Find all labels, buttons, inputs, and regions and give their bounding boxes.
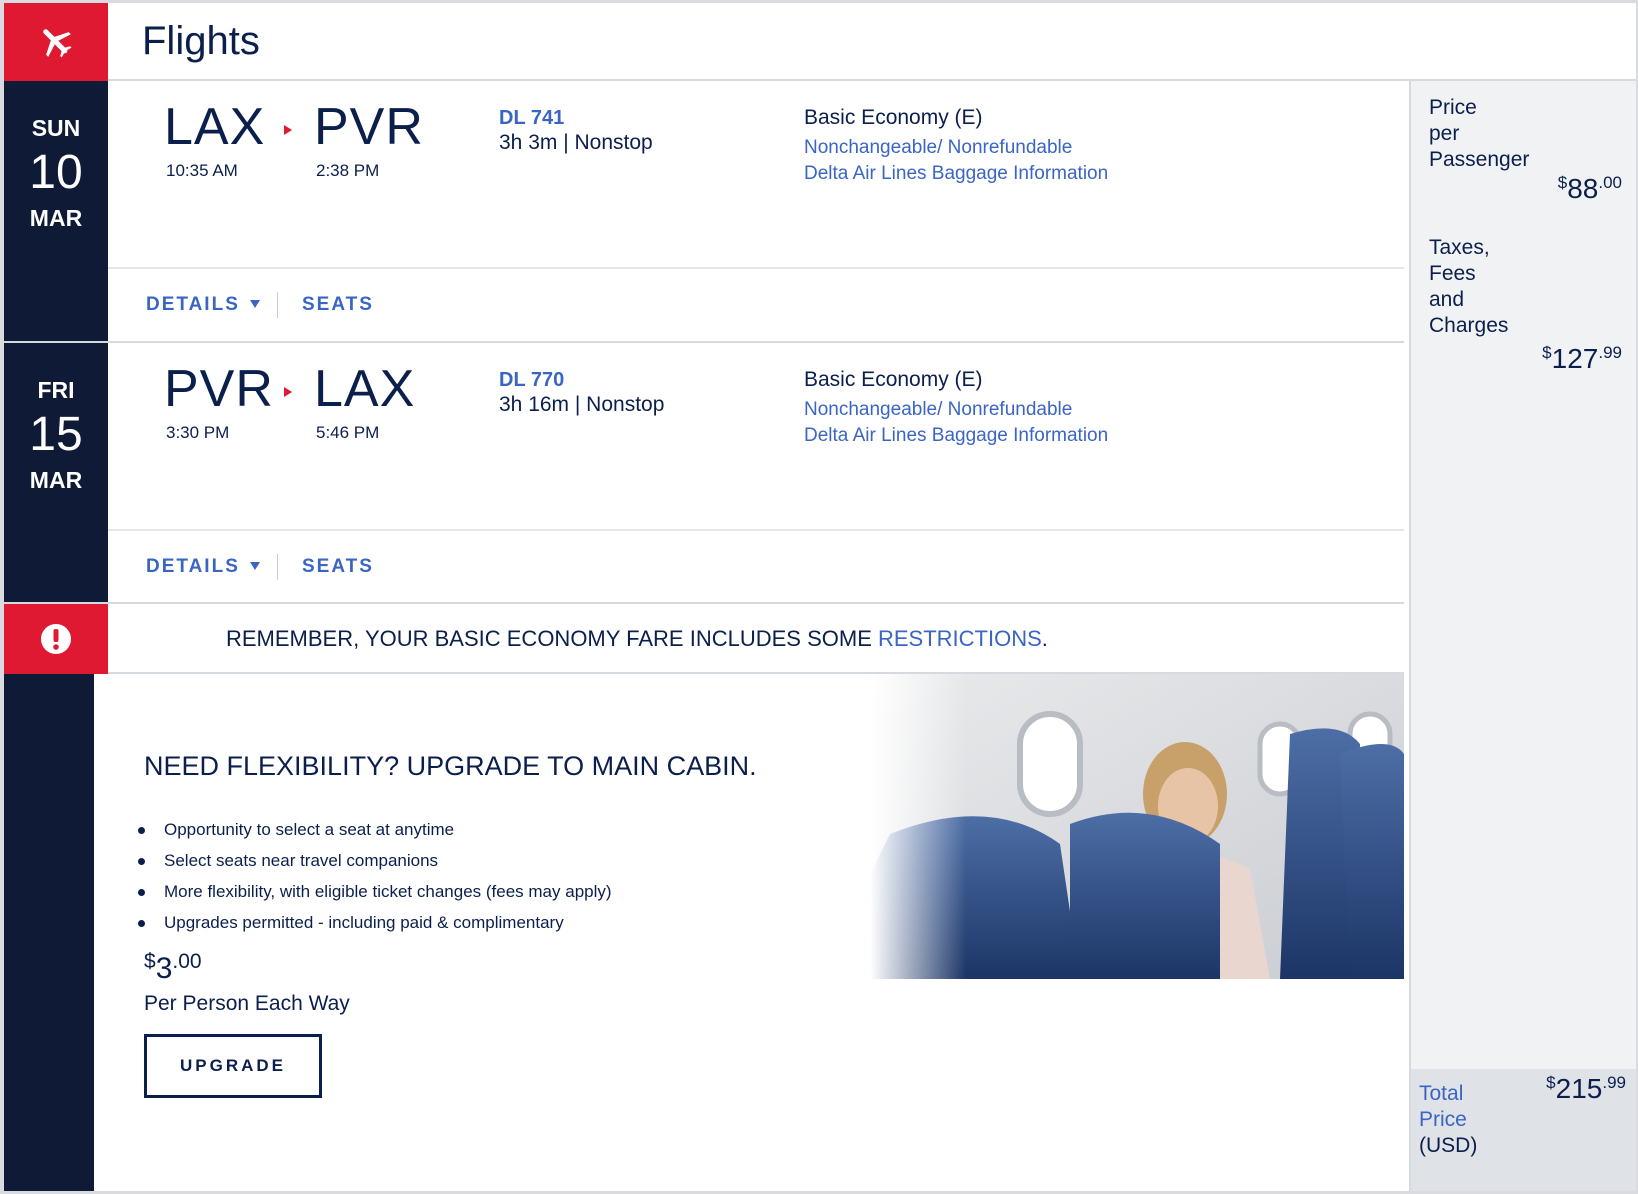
departure-time: 3:30 PM [166, 423, 230, 442]
restrictions-notice [4, 602, 1404, 674]
upgrade-button[interactable]: UPGRADE [144, 1034, 322, 1098]
flight-number-link[interactable]: DL 741 [499, 107, 565, 129]
airplane-icon [4, 3, 108, 81]
list-item: Select seats near travel companions [138, 845, 612, 876]
currency-symbol: $ [1557, 173, 1568, 192]
taxes-fees-label [1429, 235, 1559, 339]
currency-symbol: $ [1546, 1073, 1556, 1092]
label-line: Charges [1429, 314, 1509, 337]
flight-summary-card [4, 3, 1636, 1191]
tab-divider [277, 292, 278, 318]
total-price-amount: $^{\$}215^{.99}$ [1546, 1073, 1626, 1104]
tab-divider [277, 554, 278, 580]
label-line: Price [1419, 1108, 1467, 1131]
divider [108, 267, 1404, 269]
label-line: Taxes, [1429, 236, 1490, 259]
date-month: MAR [29, 205, 83, 231]
currency-label: (USD) [1419, 1134, 1478, 1157]
date-month: MAR [29, 467, 83, 493]
upgrade-promo [4, 674, 1404, 1191]
promo-benefits-list [138, 814, 612, 938]
flight-date [4, 343, 108, 605]
date-day-of-week: FRI [37, 377, 75, 403]
fare-class: Basic Economy (E) [804, 106, 983, 129]
notice-text: REMEMBER, YOUR BASIC ECONOMY FARE INCLUDES SOME [226, 626, 878, 651]
flight-duration: 3h 3m | Nonstop [499, 131, 653, 154]
label-line: and [1429, 288, 1465, 311]
baggage-info-link[interactable]: Delta Air Lines Baggage Information [804, 425, 1109, 446]
fare-class: Basic Economy (E) [804, 368, 983, 391]
destination-airport-code: PVR [314, 98, 424, 156]
page-title: Flights [142, 19, 260, 63]
label-line: Price [1429, 96, 1477, 119]
price-whole: 215 [1555, 1073, 1603, 1104]
price-whole: 88 [1567, 173, 1599, 204]
label-line: Total [1419, 1082, 1464, 1105]
currency-symbol: $ [1542, 343, 1552, 362]
route-arrow-icon [284, 125, 292, 135]
total-price-label [1419, 1081, 1477, 1159]
list-item: Upgrades permitted - including paid & complimentary [138, 907, 612, 938]
details-toggle[interactable] [146, 294, 260, 316]
baggage-info-link[interactable]: Delta Air Lines Baggage Information [804, 163, 1109, 184]
price-cents: 00 [178, 950, 202, 973]
taxes-fees-amount: $^{\$}127^{.99}$ [1542, 343, 1622, 374]
price-per-passenger-amount: $^{\$}88^{.00}$ [1557, 173, 1622, 204]
price-cents: 00 [1603, 173, 1622, 192]
flight-duration: 3h 16m | Nonstop [499, 393, 665, 416]
arrival-time: 2:38 PM [316, 161, 380, 180]
price-summary-panel [1409, 81, 1636, 1191]
price-whole: 3 [155, 952, 173, 985]
date-day: 10 [29, 146, 83, 199]
promo-title: NEED FLEXIBILITY? UPGRADE TO MAIN CABIN. [144, 751, 757, 781]
notice-suffix: . [1041, 626, 1048, 651]
upgrade-price-note: Per Person Each Way [144, 992, 350, 1015]
exclamation-icon [4, 604, 108, 674]
details-toggle[interactable] [146, 556, 260, 578]
fare-rules-link[interactable]: Nonchangeable/ Nonrefundable [804, 399, 1073, 420]
flight-segment-2 [4, 343, 1404, 605]
seats-link[interactable]: SEATS [302, 556, 374, 577]
origin-airport-code: PVR [164, 360, 274, 418]
flight-number-link[interactable]: DL 770 [499, 369, 565, 391]
flight-segment-1 [4, 81, 1404, 343]
details-label: DETAILS [146, 556, 240, 577]
departure-time: 10:35 AM [166, 161, 238, 180]
date-day-of-week: SUN [31, 115, 81, 141]
divider [108, 529, 1404, 531]
promo-side-bar [4, 674, 94, 1191]
fare-rules-link[interactable]: Nonchangeable/ Nonrefundable [804, 137, 1073, 158]
chevron-down-icon [250, 300, 260, 308]
destination-airport-code: LAX [314, 360, 416, 418]
cabin-passenger-image [870, 674, 1404, 979]
price-cents: 99 [1607, 1073, 1626, 1092]
price-per-passenger-label [1429, 95, 1559, 173]
label-line: Passenger [1429, 148, 1530, 171]
notice-message [226, 626, 1048, 652]
price-whole: 127 [1551, 343, 1599, 374]
details-label: DETAILS [146, 294, 240, 315]
label-line: Fees [1429, 262, 1476, 285]
restrictions-link[interactable]: RESTRICTIONS [877, 626, 1042, 651]
arrival-time: 5:46 PM [316, 423, 380, 442]
route-arrow-icon [284, 387, 292, 397]
total-price-box [1411, 1069, 1636, 1191]
origin-airport-code: LAX [164, 98, 266, 156]
list-item: Opportunity to select a seat at anytime [138, 814, 612, 845]
upgrade-price: $^{\$}3^{.00}$ [144, 950, 202, 985]
label-line: per [1429, 122, 1460, 145]
seats-link[interactable]: SEATS [302, 294, 374, 315]
price-cents: 99 [1603, 343, 1622, 362]
chevron-down-icon [250, 562, 260, 570]
currency-symbol: $ [144, 950, 156, 973]
section-header [4, 3, 1636, 81]
list-item: More flexibility, with eligible ticket changes (fees may apply) [138, 876, 612, 907]
date-day: 15 [29, 408, 83, 461]
flight-date [4, 81, 108, 343]
